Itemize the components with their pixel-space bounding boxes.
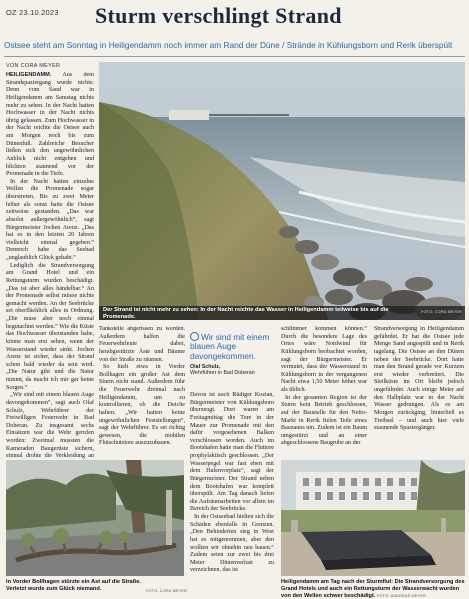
paragraph: So hielt etwa in Vorder Bollhagen ein großer Ast dem Sturm nicht stand. Außerdem führ die Feuerwehr dreimal nach Heiligendamm, um zu kontrollieren, ob die Deiche halten. „Wir hatten keine ungewöhnlichen Feststellungen“, sagt der Wehrführer. Es sei richtig gewesen, die mobilen Flutschutztore auszuzubauen. [99, 364, 185, 447]
header-divider [4, 56, 465, 57]
quote-author: Olaf Schulz, [190, 363, 221, 370]
issue-date: OZ 23.10.2023 [6, 8, 59, 17]
paragraph: Aus dem Strandspaziergang wurde nichts: Denn vom Sand war in Heiligendamm am Samstag nichts mehr zu sehen. In der Nacht hatten Hochwasser in der Nacht nichts übrig gelassen. Zum Hochwasser in der Nacht reichte die Ostsee auch am Morgen noch bis zum Dünenfuß. Zahlreiche Besucher ließen sich den ungewöhnlichen Anblick nicht entgehen und blickten staunend vor der Promenade in die Tiefe. [6, 72, 94, 178]
byline: VON CORA MEYER [6, 63, 61, 69]
fallen-branch-image [6, 460, 184, 576]
paragraph: In der Ostseebad hielten sich die Schäden ebenfalls in Grenzen. „Den Behinderten steg in West hat es mitgenommen, aber den wollten wir ohnehin neu bauen.“ Zudem seien zur zwei bis drei Meter Dünenverlust zu verzeichnen, das ist [190, 514, 274, 574]
paragraph: Tankstelle abgerissen zu werden. Außerdem halfen die Feuerwehrleute dabei, herabgestürzte Äste und Bäume von der Straße zu räumen. [99, 326, 185, 363]
bollhagen-credit: FOTO: CORA MEYER [146, 589, 188, 593]
paragraph: Davon ist auch Rüdiger Kozian, Bürgermeister von Kühlungsborn überzeugt. Dort waren am Freitagmittag die Tore in der Mauer zur Promenade mit den dafür vorgesehenen Balken verschlossen worden. Auch im Bootshafen hatte man die Fluttore prophylaktisch geschlossen. „Der Wasserpegel war fast eben mit dem Hafenvorplatz“, sagt der Bürgermeister. Der Strand neben dem Bootshafen war komplett überspült. Am Tag danach liefen die Aufräumarbeiten vor allem im Bereich der Seebrücke. [190, 392, 274, 513]
paragraph: „Wir sind mit einem blauen Auge davongekommen“, sagt auch Olaf Schulz, Wehrführer der Freiwilligen Feuerwehr in Bad Doberan. Zu insgesamt sechs Einsätzen war die Wehr gerufen worden: Zweimal mussten die Kameraden Baugerüste sichern, einmal drohte die Verkleidung an [6, 392, 94, 460]
headline: Sturm verschlingt Strand [95, 3, 342, 28]
paragraph: Lediglich die Strandversorgung am Grand Hotel und ein Rettungsturm wurden beschädigt. „Das ist aber alles händelbar.“ An der Promenade selbst müsse nichts gemacht werden. An der Seebrücke sei oberflächlich alles in Ordnung. „Die muss aber noch einmal begutachtet werden.“ Wie die Küste das Hochwasser überstanden habe, könne man erst sehen, wenn der Wasserstand wieder sinkt. Jochen Arenz ist sicher, dass der Strand schon bald wieder da sein wird. „Die Natur gibt und die Natur nimmt, da macht ich mir gar keine Sorgen.“ [6, 262, 94, 391]
heiligendamm-photo [281, 460, 465, 576]
main-photo-caption: Der Strand ist nicht mehr zu sehen: In der Nacht reichte das Wasser in Heiligendamm teilweise bis auf die Promenade. [103, 307, 389, 320]
main-photo [99, 62, 465, 320]
quote-icon [190, 332, 199, 341]
paragraph: Strandversorgung in Heiligendamm gefährdet. Er hat die Ostsee jede Menge Sand angespült und in Rerik tagelang. Die Ostsee an den Dünen neben der Seebrücke. Dort hatte man den Strand gerade vor Kurzem erst wieder verbreitert. Die Steilküste im Ort bleibt jedoch ungefährdet. Auch einige Meter auf den Halbplatz war in der Nacht Wasser gedrungen. Als es am Morgen zurückging, hinterließ es Treibsel – und auch hier viele staunende Spaziergänger. [374, 326, 464, 432]
paragraph: In der gesamten Region ist der Sturm kein Betrieb geschlossen, auf der Baustelle für den Netto-Markt in Rerik fielen Teile eines Bauzauns um. Zudem ist ein Baum umgestürzt und an einer abgeschlossene Baugrube an der [281, 394, 367, 447]
quote-author-role: Wehrführer in Bad Doberan [190, 369, 255, 376]
paragraph: In der Nacht hatten einzelne Wellen die Promenade sogar überstreten. Bis zu zwei Meter höher als sonst hatte die Ostsee zeitweise gestanden. „Das war absolut außergewöhnlich“, sagt Bürgermeister Jochen Arenz. „Das hat es in den letzten 20 Jahren vielleicht einmal gegeben.“ Dennoch habe das Seebad „unglaublich Glück gehabt.“ [6, 178, 94, 261]
heiligendamm-caption: Heiligendamm am Tag nach der Sturmflut: Die Strandversorgung des Grand Hotels und auch ein Rettungsturm der Wasserwacht wurden von den Wellen schwer beschädigt. FOTO: ANDREAS MEYER [281, 579, 465, 599]
article-column-5 [374, 326, 464, 454]
pull-quote-text: Wir sind mit einem blauen Auge davongekommen. [190, 332, 270, 361]
bollhagen-photo [6, 460, 184, 576]
dateline: HEILIGENDAMM. [6, 72, 52, 78]
article-column-1 [6, 72, 94, 472]
article-column-4 [281, 326, 367, 454]
bollhagen-caption: In Vorder Bollhagen stürzte ein Ast auf die Straße. Verletzt wurde zum Glück niemand. [6, 579, 141, 592]
article-column-2 [99, 326, 185, 454]
article-column-3 [190, 392, 274, 594]
storm-coast-image [99, 62, 465, 320]
grand-hotel-image [281, 460, 465, 576]
subheadline: Ostsee steht am Sonntag in Heiligendamm noch immer am Rand der Düne / Strände in Kühlungsborn und Rerik überspült [4, 40, 453, 50]
pull-quote [190, 332, 274, 376]
heiligendamm-credit: FOTO: ANDREAS MEYER [376, 593, 427, 598]
paragraph: schlimmer kommen können.“ Durch die besondere Lage des Ortes wäre Nordwind für Kühlungsborn beobachtet worden, sagt der Bürgermeister. Er vermutet, dass der Wasserstand in Kühlungsborn in der vergangenen Nacht etwa 1,50 Meter höher war als üblich. [281, 326, 367, 393]
main-photo-credit: FOTO: CORA MEYER [421, 310, 463, 314]
